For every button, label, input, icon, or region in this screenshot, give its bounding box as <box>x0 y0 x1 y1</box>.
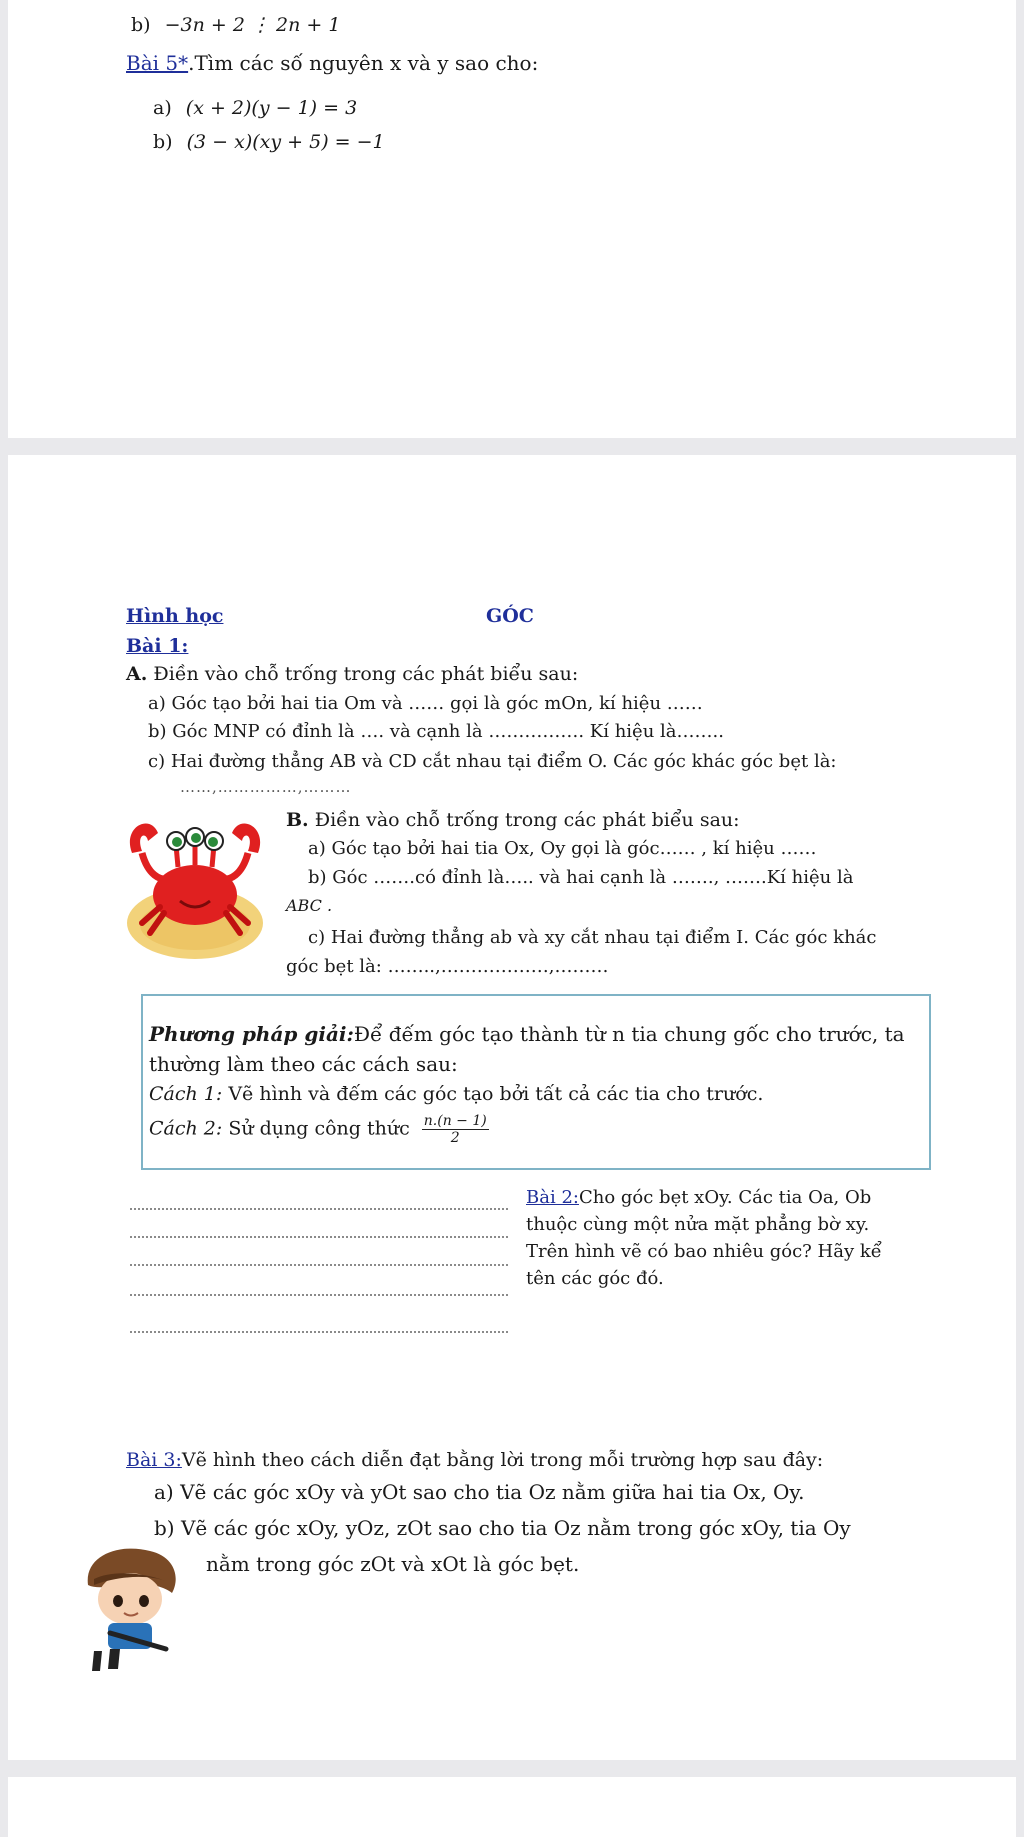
partA-letter: A. <box>126 663 148 685</box>
crab-pupil-3 <box>208 837 218 847</box>
answer-line-1[interactable] <box>130 1208 508 1210</box>
partA-item-b: b) Góc MNP có đỉnh là …. và cạnh là ……………. Kí hiệu là…….. <box>148 721 724 742</box>
partA-item-a: a) Góc tạo bởi hai tia Om và …… gọi là góc mOn, kí hiệu …… <box>148 693 703 714</box>
document-page-2 <box>8 455 1016 1760</box>
section-title: Hình học <box>126 605 224 627</box>
partA-item-c: c) Hai đường thẳng AB và CD cắt nhau tại điểm O. Các góc khác góc bẹt là: <box>148 751 837 772</box>
bai2-line-4: tên các góc đó. <box>526 1268 664 1289</box>
document-page-1 <box>8 0 1016 438</box>
method-cach1 <box>149 1083 763 1105</box>
answer-line-3[interactable] <box>130 1264 508 1266</box>
bai2-line-2: thuộc cùng một nửa mặt phẳng bờ xy. <box>526 1214 870 1235</box>
bai2-line-1 <box>526 1187 871 1208</box>
cach2-text: Sử dụng công thức <box>222 1117 410 1140</box>
exercise-b-line <box>131 14 340 36</box>
boy-cartoon-illustration <box>80 1545 200 1685</box>
method-line-2: thường làm theo các cách sau: <box>149 1052 458 1076</box>
cach2-label: Cách 2: <box>149 1117 223 1140</box>
item-label: b) <box>131 14 151 36</box>
bai2-line-3: Trên hình vẽ có bao nhiêu góc? Hãy kể <box>526 1241 882 1262</box>
boy-leg-right <box>108 1649 120 1669</box>
partB-item-c: c) Hai đường thẳng ab và xy cắt nhau tại điểm I. Các góc khác <box>308 927 877 948</box>
bai5-text: .Tìm các số nguyên x và y sao cho: <box>188 51 539 75</box>
bai5-heading <box>126 51 538 75</box>
bai3-title: Bài 3: <box>126 1449 182 1471</box>
partA-item-c-dots: ……,……………,……… <box>180 778 352 796</box>
math-expression: (3 − x)(xy + 5) = −1 <box>186 131 385 153</box>
method-line-1 <box>149 1022 905 1046</box>
answer-line-2[interactable] <box>130 1236 508 1238</box>
partB-item-b-cont: ABC . <box>286 896 333 915</box>
method-cach2 <box>149 1113 489 1146</box>
bai5-item-a <box>153 97 357 119</box>
answer-line-4[interactable] <box>130 1294 508 1296</box>
math-expression: (x + 2)(y − 1) = 3 <box>185 97 358 119</box>
bai3-item-a: a) Vẽ các góc xOy và yOt sao cho tia Oz nằm giữa hai tia Ox, Oy. <box>154 1480 805 1504</box>
partA-intro <box>126 663 578 685</box>
boy-eye-right <box>139 1595 149 1607</box>
item-label: b) <box>153 131 173 153</box>
answer-line-5[interactable] <box>130 1331 508 1333</box>
bai2-title: Bài 2: <box>526 1187 579 1208</box>
math-expression: −3n + 2 ⋮ 2n + 1 <box>164 14 341 36</box>
document-page-3 <box>8 1777 1016 1837</box>
bai3-item-b-cont: nằm trong góc zOt và xOt là góc bẹt. <box>206 1552 580 1576</box>
cach1-label: Cách 1: <box>149 1083 223 1105</box>
chapter-heading: GÓC <box>486 605 534 627</box>
partB-item-b: b) Góc …….có đỉnh là….. và hai cạnh là ……., …….Kí hiệu là <box>308 867 854 888</box>
bai3-intro: Vẽ hình theo cách diễn đạt bằng lời trong mỗi trường hợp sau đây: <box>181 1449 824 1471</box>
bai3-item-b: b) Vẽ các góc xOy, yOz, zOt sao cho tia Oz nằm trong góc xOy, tia Oy <box>154 1516 851 1540</box>
crab-right-claw <box>232 824 260 853</box>
boy-face <box>98 1573 162 1625</box>
boy-eye-left <box>113 1595 123 1607</box>
crab-illustration <box>120 815 270 965</box>
bai5-title: Bài 5* <box>126 51 189 75</box>
crab-pupil-1 <box>172 837 182 847</box>
crab-body <box>153 865 237 925</box>
partB-item-c-cont: góc bẹt là: ……..,………………,……… <box>286 956 609 977</box>
crab-pupil-2 <box>191 833 201 843</box>
formula-numerator: n.(n − 1) <box>423 1113 487 1129</box>
formula-denominator: 2 <box>450 1130 460 1146</box>
boy-leg-left <box>92 1651 102 1671</box>
formula-fraction <box>422 1113 489 1146</box>
partB-item-a: a) Góc tạo bởi hai tia Ox, Oy gọi là góc…… , kí hiệu …… <box>308 838 817 859</box>
method-text: Để đếm góc tạo thành từ n tia chung gốc cho trước, ta <box>353 1022 905 1046</box>
item-label: a) <box>153 97 172 119</box>
partB-intro <box>286 809 740 831</box>
partB-intro-text: Điền vào chỗ trống trong các phát biểu sau: <box>314 809 740 831</box>
partB-letter: B. <box>286 809 309 831</box>
crab-left-claw <box>130 824 158 853</box>
bai3-heading <box>126 1449 823 1471</box>
partA-intro-text: Điền vào chỗ trống trong các phát biểu sau: <box>153 663 579 685</box>
bai5-item-b <box>153 131 385 153</box>
cach1-text: Vẽ hình và đếm các góc tạo bởi tất cả các tia cho trước. <box>222 1083 764 1105</box>
bai1-title: Bài 1: <box>126 635 189 657</box>
method-title: Phương pháp giải: <box>149 1022 354 1046</box>
bai2-text: Cho góc bẹt xOy. Các tia Oa, Ob <box>578 1187 872 1208</box>
